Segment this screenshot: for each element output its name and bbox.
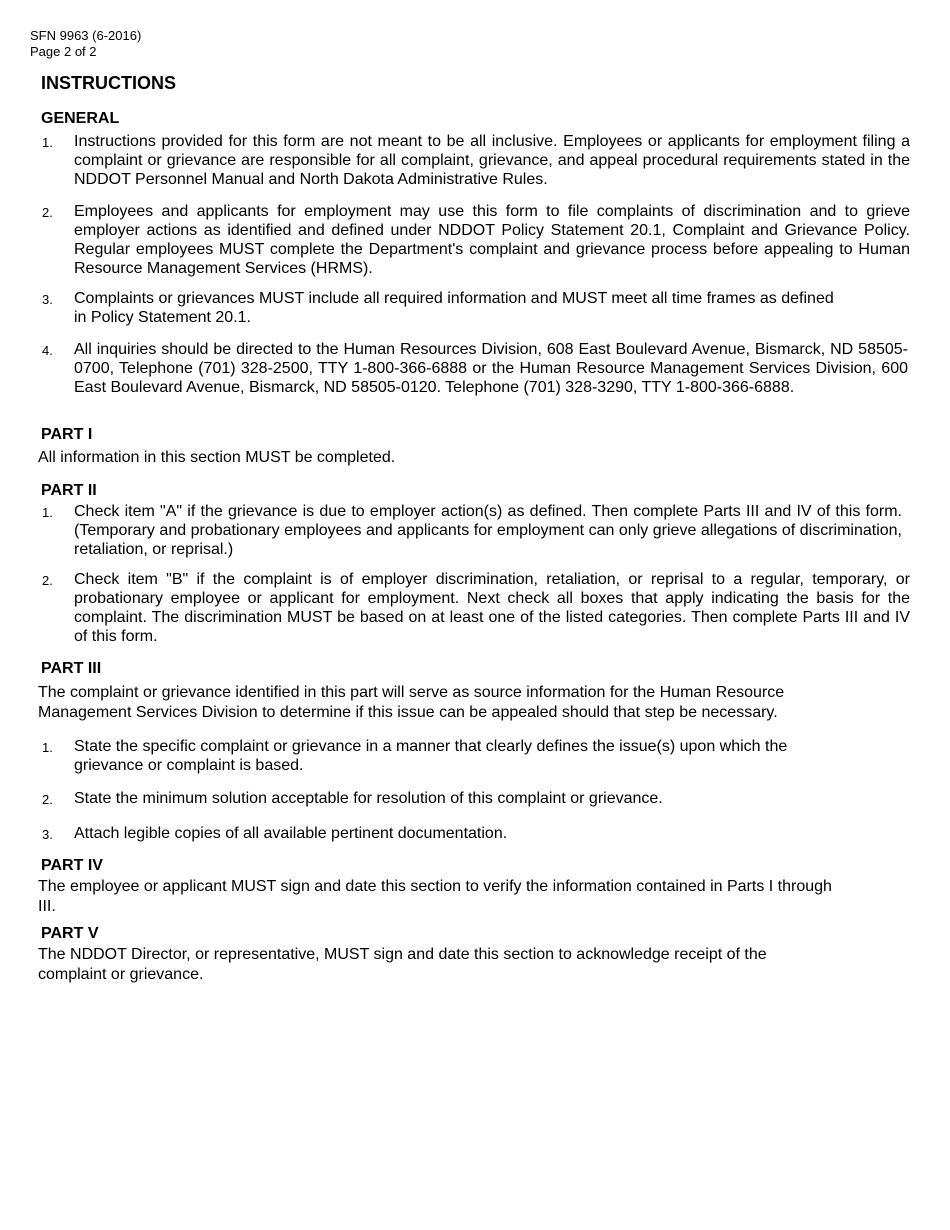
item-text: Instructions provided for this form are not meant to be all inclusive. Employees or applicants for employment filing a complaint or grievance are responsible for all complaint, grievance, and appeal procedural requirements stated in the NDDOT Personnel Manual and North Dakota Administrative Rules. [74, 133, 910, 188]
item-number: 2. [42, 792, 53, 807]
part-2-item-2 [42, 570, 910, 646]
general-item-1 [42, 132, 910, 189]
general-item-2 [42, 202, 910, 278]
item-text: All inquiries should be directed to the Human Resources Division, 608 East Boulevard Avenue, Bismarck, ND 58505-0700, Telephone (701) 328-2500, TTY 1-800-366-6888 or the Human Resource Management Services Division, 600 East Boulevard Avenue, Bismarck, ND 58505-0120. Telephone (701) 328-3290, TTY 1-800-366-6888. [74, 341, 908, 396]
item-number: 2. [42, 205, 53, 220]
item-number: 1. [42, 135, 53, 150]
part-3-heading: PART III [41, 660, 102, 677]
item-text: State the minimum solution acceptable for resolution of this complaint or grievance. [74, 790, 663, 807]
item-text: Check item "A" if the grievance is due to employer action(s) as defined. Then complete Parts III and IV of this form. (Temporary and probationary employees and applicants for employment can only grieve allegations of discrimination, retaliation, or reprisal.) [74, 503, 902, 558]
part-1-heading: PART I [41, 426, 93, 443]
part-4-text: The employee or applicant MUST sign and date this section to verify the information contained in Parts I through III. [38, 878, 832, 915]
general-item-3 [42, 289, 842, 327]
part-2-item-1 [42, 502, 902, 559]
item-text: Complaints or grievances MUST include all required information and MUST meet all time frames as defined in Policy Statement 20.1. [74, 290, 834, 326]
part-2-heading: PART II [41, 482, 97, 499]
item-number: 3. [42, 827, 53, 842]
item-text: Check item "B" if the complaint is of employer discrimination, retaliation, or reprisal to a regular, temporary, or probationary employee or applicant for employment. Next check all boxes that apply indicating the basis for the complaint. The discrimination MUST be based on at least one of the listed categories. Then complete Parts III and IV of this form. [74, 571, 910, 645]
item-number: 3. [42, 292, 53, 307]
page-number: Page 2 of 2 [30, 44, 97, 59]
item-number: 2. [42, 573, 53, 588]
part-4-heading: PART IV [41, 857, 103, 874]
part-3-text: The complaint or grievance identified in this part will serve as source information for the Human Resource Management Services Division to determine if this issue can be appealed should that step be necessary. [38, 684, 785, 721]
item-text: Attach legible copies of all available pertinent documentation. [74, 825, 508, 842]
page-title: INSTRUCTIONS [41, 73, 176, 93]
form-header [30, 28, 141, 60]
item-number: 1. [42, 505, 53, 520]
item-text: Employees and applicants for employment may use this form to file complaints of discrimination and to grieve employer actions as identified and defined under NDDOT Policy Statement 20.1, Complaint and Grievance Policy. Regular employees MUST complete the Department's complaint and grievance process before appealing to Human Resource Management Services (HRMS). [74, 203, 910, 277]
part-5-heading: PART V [41, 925, 99, 942]
part-3-item-2 [42, 789, 910, 808]
part-5-text: The NDDOT Director, or representative, MUST sign and date this section to acknowledge receipt of the complaint or grievance. [38, 946, 767, 983]
item-number: 1. [42, 740, 53, 755]
item-number: 4. [42, 343, 53, 358]
item-text: State the specific complaint or grievance in a manner that clearly defines the issue(s) upon which the grievance or complaint is based. [74, 738, 788, 774]
form-number: SFN 9963 (6-2016) [30, 28, 142, 43]
part-3-item-3 [42, 824, 910, 843]
part-3-item-1 [42, 737, 842, 775]
part-1-text: All information in this section MUST be completed. [38, 449, 396, 466]
general-heading: GENERAL [41, 110, 120, 127]
general-item-4 [42, 340, 908, 397]
